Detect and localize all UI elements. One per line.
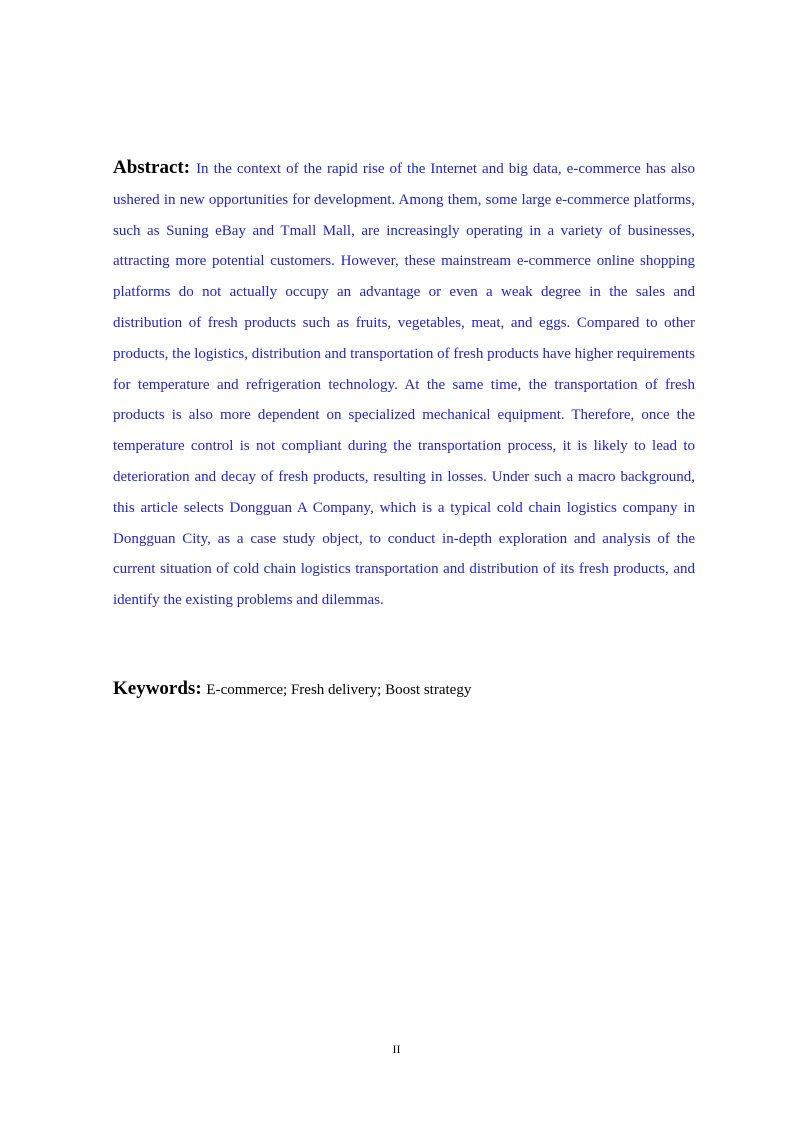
page-number: II bbox=[392, 1042, 401, 1056]
keywords-label: Keywords: bbox=[113, 678, 207, 699]
abstract-text: In the context of the rapid rise of the Internet and big data, e-commerce has also ushered in new opportunities for development. Among them, some large e-commerce platforms, such as Suning eBay and Tmall Mall, are increasingly operating in a variety of businesses, attracting more potential customers. However, these mainstream e-commerce online shopping platforms do not actually occupy an advantage or even a weak degree in the sales and distribution of fresh products such as fruits, vegetables, meat, and eggs. Compared to other products, the logistics, distribution and transportation of fresh products have higher requirements for temperature and refrigeration technology. At the same time, the transportation of fresh products is also more dependent on specialized mechanical equipment. Therefore, once the temperature control is not compliant during the transportation process, it is likely to lead to deterioration and decay of fresh products, resulting in losses. Under such a macro background, this article selects Dongguan A Company, which is a typical cold chain logistics company in Dongguan City, as a case study object, to conduct in-depth exploration and analysis of the current situation of cold chain logistics transportation and distribution of its fresh products, and identify the existing problems and dilemmas. bbox=[113, 161, 696, 609]
abstract-section bbox=[113, 153, 695, 616]
keywords-text: E-commerce; Fresh delivery; Boost strategy bbox=[206, 682, 472, 698]
abstract-label: Abstract: bbox=[113, 157, 197, 178]
keywords-section bbox=[113, 676, 695, 703]
